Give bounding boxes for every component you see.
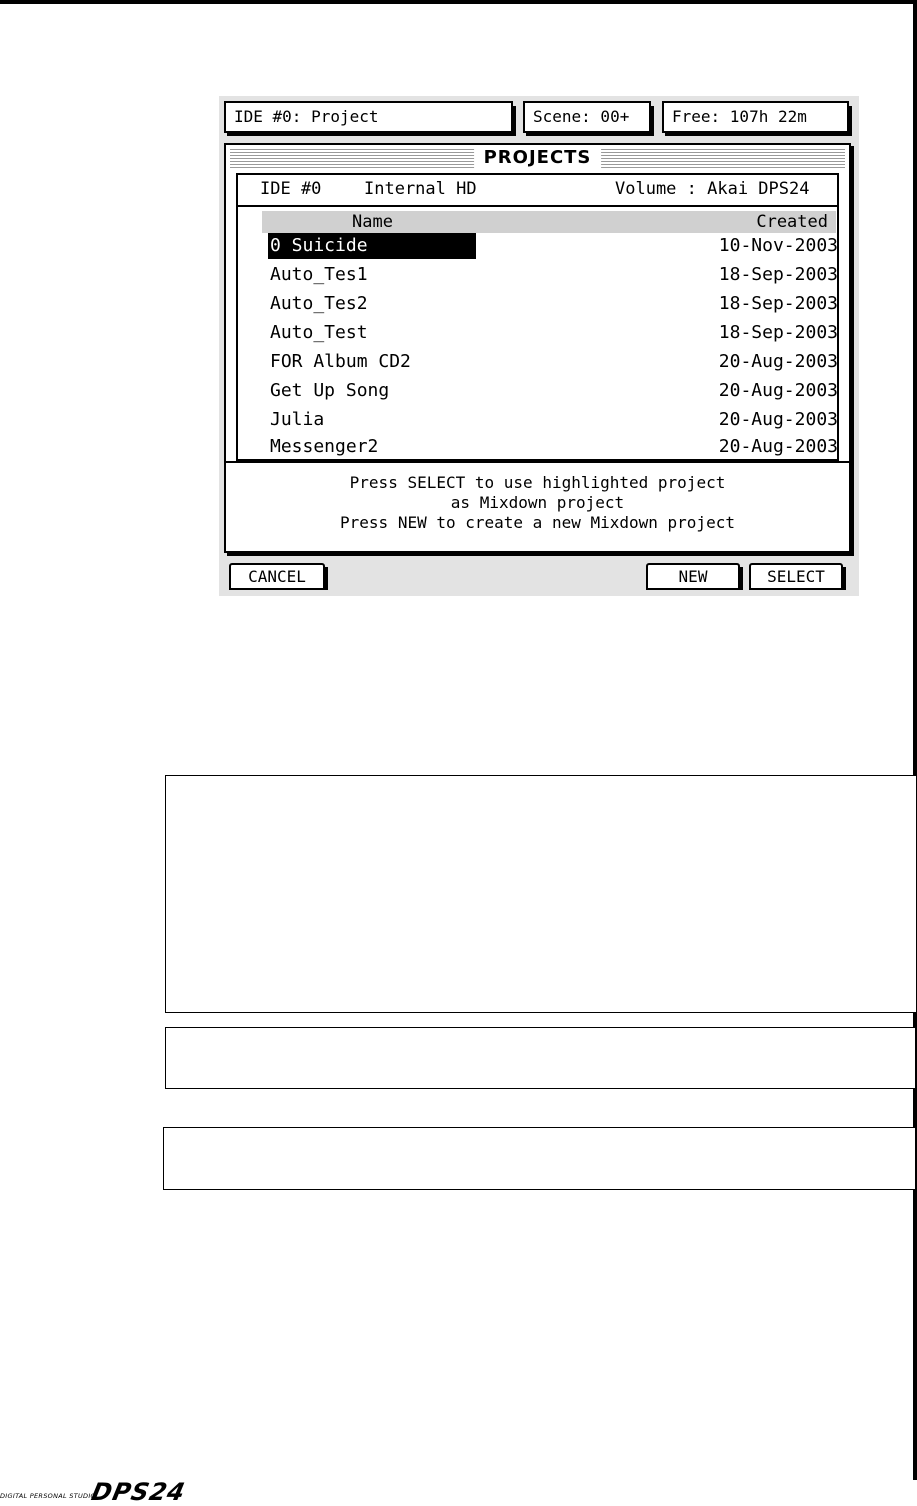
scene-field: Scene: 00+: [523, 101, 651, 133]
project-date: 20-Aug-2003: [718, 351, 838, 372]
project-date: 20-Aug-2003: [718, 436, 838, 457]
help-line: Press NEW to create a new Mixdown project: [340, 513, 735, 532]
dps24-logo: DPS24: [89, 1478, 189, 1506]
project-date: 20-Aug-2003: [718, 409, 838, 430]
project-date: 18-Sep-2003: [718, 293, 838, 314]
project-row[interactable]: [268, 262, 838, 290]
footer-logo: [0, 1478, 260, 1506]
column-header: [262, 211, 836, 233]
device-field: IDE #0: Project: [224, 101, 513, 133]
project-row[interactable]: [268, 349, 838, 377]
list-header: [238, 175, 837, 207]
free-space-field: Free: 107h 22m: [662, 101, 849, 133]
footer-tagline: DIGITAL PERSONAL STUDIO: [0, 1492, 96, 1500]
empty-frame-large: [165, 775, 917, 1013]
panel-shadow: [851, 146, 854, 556]
project-name: Messenger2: [270, 436, 379, 457]
free-space-field-shadow: [665, 133, 852, 136]
lcd-screen: [219, 96, 859, 596]
project-name: Julia: [270, 409, 325, 430]
project-date: 20-Aug-2003: [718, 380, 838, 401]
panel-shadow: [227, 553, 854, 556]
cancel-button[interactable]: CANCEL: [229, 563, 325, 590]
device-field-shadow: [227, 133, 516, 136]
project-name: Auto_Test: [270, 322, 368, 343]
right-rule: [913, 0, 917, 1480]
projects-panel: [224, 143, 851, 553]
project-row[interactable]: [268, 378, 838, 406]
disk-label: Internal HD: [364, 179, 477, 199]
project-list[interactable]: [236, 173, 839, 461]
project-row[interactable]: [268, 407, 838, 435]
column-name: Name: [352, 212, 393, 232]
help-line: Press SELECT to use highlighted project: [349, 473, 726, 492]
top-rule: [0, 0, 917, 4]
volume-label: Volume : Akai DPS24: [615, 179, 810, 199]
project-name: Auto_Tes1: [270, 264, 368, 285]
project-row[interactable]: [268, 233, 838, 261]
empty-frame-small: [163, 1127, 916, 1190]
help-line: as Mixdown project: [450, 493, 625, 512]
project-row[interactable]: [268, 291, 838, 319]
drive-label: IDE #0: [260, 179, 322, 199]
column-created: Created: [756, 212, 828, 232]
select-button[interactable]: SELECT: [749, 563, 843, 590]
scene-field-shadow: [526, 133, 654, 136]
project-name: Get Up Song: [270, 380, 390, 401]
panel-title: PROJECTS: [474, 147, 602, 169]
project-name: FOR Album CD2: [270, 351, 411, 372]
project-name: 0 Suicide: [268, 233, 476, 259]
project-date: 18-Sep-2003: [718, 322, 838, 343]
title-bar: [230, 147, 845, 169]
project-name: Auto_Tes2: [270, 293, 368, 314]
help-message: [226, 461, 849, 551]
project-row[interactable]: [268, 320, 838, 348]
project-date: 18-Sep-2003: [718, 264, 838, 285]
project-date: 10-Nov-2003: [718, 235, 838, 256]
project-row[interactable]: [268, 434, 838, 462]
empty-frame-medium: [165, 1027, 916, 1089]
new-button[interactable]: NEW: [646, 563, 740, 590]
